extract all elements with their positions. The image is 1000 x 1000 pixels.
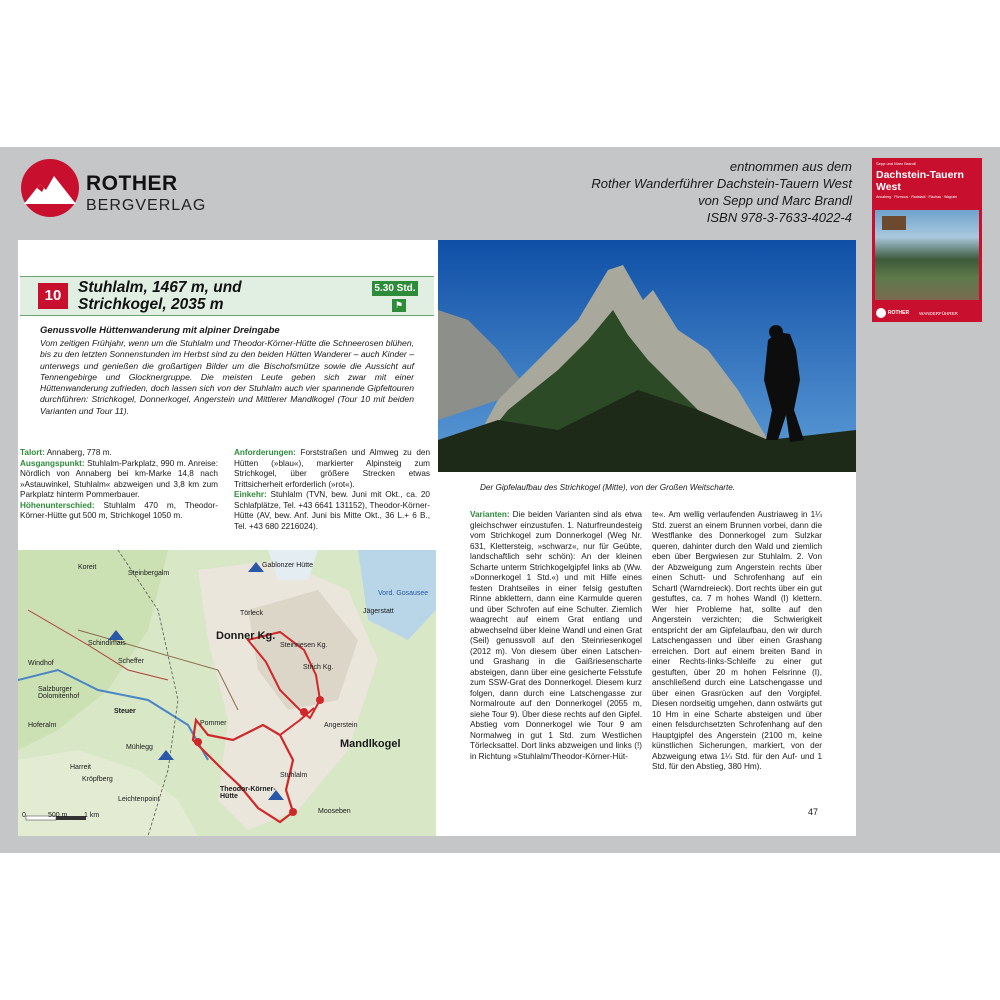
duration-badge: 5.30 Std.	[372, 281, 418, 296]
cover-footer	[872, 304, 982, 322]
route-map	[18, 550, 436, 836]
map-label: Windhof	[28, 660, 54, 667]
map-label: Leichtenpoint	[118, 796, 160, 803]
tour-title	[78, 279, 242, 313]
map-label: Scheffer	[118, 658, 144, 665]
anforderungen-label: Anforderungen:	[234, 448, 296, 457]
einkehr-text: Stuhlalm (TVN, bew. Juni mit Okt., ca. 20 Schlafplätze, Tel. +43 6641 131152), Theodor-Körner-Hütte (AV, bew. Anf. Juni bis Mitte Okt., 36 L.+ 6 B., Tel. +43 680 2216024).	[234, 490, 430, 531]
logo-line1: ROTHER	[86, 172, 178, 195]
cover-hut-image	[882, 216, 906, 230]
source-note	[591, 158, 852, 226]
mountain-photo	[438, 240, 856, 472]
tour-subtitle: Genussvolle Hüttenwanderung mit alpiner Dreingabe	[40, 325, 280, 336]
photo-caption: Der Gipfelaufbau des Strichkogel (Mitte), von der Großen Weitscharte.	[480, 483, 736, 492]
cover-subtitle: Annaberg · Filzmoos · Radstadt · Flachau · Wagrain	[876, 195, 957, 199]
anforderungen-text: Forststraßen und Almweg zu den Hütten (»blau«), markierter Alpinsteig zum Strichkogel, über größere Strecken etwas Trittsicherheit erforderlich (»rot«).	[234, 448, 430, 489]
ausgang-label: Ausgangspunkt:	[20, 458, 85, 468]
map-scale-0: 0	[22, 812, 26, 819]
map-label: Koreit	[78, 564, 97, 571]
hoehen-label: Höhenunterschied:	[20, 500, 95, 510]
map-scale-1km: 1 km	[84, 812, 100, 819]
text-column-2: te«. Am wellig verlaufenden Austriaweg in 1¼ Std. zuerst an einem Brunnen vorbei, dann die Westflanke des Donnerkogel zum Sulzkar queren, dahinter durch den Wald und ziemlich eben über Bergwiesen zur Stuhlalm. 2. Von der Abzweigung zum Angerstein rechts über einen Schutt- und Schrofenhang auf ein Schartl (Warndreieck). Dort rechts über ein gut gestuftes, ca. 7 m hohes Wandl (I) klettern. Wer hier Probleme hat, sollte auf den Angerstein verzichten; die Schwierigkeit entspricht der am Gipfelaufbau, den wir durch Latschengassen und über einen Grashang erreichen. Dort auf einem breiten Band in einer Rechts-links-Schleife zu einer gut gestuften, über 20 m hohen Felsrinne (I), anschließend durch eine Latschengasse und über einen Grasrücken auf den Vorgipfel. Diesen nordseitig umgehen, dann ostwärts gut 10 Hm in eine Scharte absteigen und über einen felsdurchsetzten Schrofenhang auf den Hauptgipfel des Angerstein (2100 m, keine künstlichen Sicherungen, markiert, von der Abzweigung etwa 1¼ Std. für den Auf- und 1 Std. für den Abstieg, 380 Hm).	[652, 510, 822, 771]
map-label: Donner Kg.	[216, 630, 276, 642]
tour-intro: Vom zeitigen Frühjahr, wenn um die Stuhlalm und Theodor-Körner-Hütte die Schneerosen blühen, bis zu den letzten Sonnenstunden im Herbst sind zu den beiden Hütten Wanderer – auch Kinder – unterwegs und genießen die großartigen Bilder um die Bischofsmütze sowie die Aussicht auf Tennengebirge und Glocknergruppe. Die meisten Leute geben sich zwar mit einer Hüttenwanderung zufrieden, doch lassen sich von der Stuhlalm auch vier spannende Gipfeltouren durchführen: Strichkogel, Donnerkogel, Angerstein und Mittlerer Mandlkogel (Tour 10 mit beiden Varianten und Tour 11).	[40, 338, 414, 416]
hoehen-text: Stuhlalm 470 m, Theodor-Körner-Hütte gut 500 m, Strichkogel 1050 m.	[20, 500, 218, 520]
talort-text: Annaberg, 778 m.	[44, 448, 112, 457]
map-label: Steinbergalm	[128, 570, 170, 577]
map-label: Steinriesen Kg.	[280, 642, 328, 649]
map-label: Theodor-Körner-Hütte	[220, 786, 276, 800]
source-line3: von Sepp und Marc Brandl	[698, 193, 852, 208]
map-label: Vord. Gosausee	[378, 590, 429, 597]
tour-title-line1: Stuhlalm, 1467 m, und	[78, 279, 242, 296]
ausgang-text: Stuhlalm-Parkplatz, 990 m. Anreise: Nördlich von Annaberg bei km-Marke 14,8 nach »Astauwinkel, Stuhlalm« abzweigen und 3,8 km zum Parkplatz hinterm Pommerbauer.	[20, 458, 218, 499]
book-cover	[872, 158, 982, 322]
cover-logo-icon	[876, 308, 886, 318]
einkehr-label: Einkehr:	[234, 490, 267, 499]
map-scale-500: 500 m	[48, 812, 68, 819]
logo-line2: BERGVERLAG	[86, 197, 207, 214]
varianten-text: Die beiden Varianten sind als etwa gleichschwer einzustufen. 1. Naturfreundesteig vom Strichkogel zum Donnerkogel (Weg Nr. 631, Klettersteig, »schwarz«, nur für Geübte, landschaftlich sehr schön): An der kleinen Scharte unterm Strichkogelgipfel links ab (Ww. »Donnerkogel 1 Std.«) und mit Hilfe eines festen Drahtseiles in einer felsig gestuften Rinne abklettern, dann eine Karmulde queren und über Schrofen auf eine Schulter. Ziemlich waagrecht auf einem Grat entlang und abwechselnd über kleine Wandl und einen Grat (Seil) genussvoll auf den Steinriesenkogel (2012 m). Von diesem über einen Latschen- und Grashang in die Gaißriesenscharte absteigen, dann über eine gesicherte Felsstufe zum SSW-Grat des Donnerkogel. Diesem kurz folgen, dann durch eine Latschengasse zur Normalroute auf den Donnerkogel (2055 m, siehe Tour 9). Über diese rechts auf den Gipfel. Abstieg vom Donnerkogel wie Tour 9 am Normalweg in gut 1 Std. zum Westlichen Törlecksattel. Dort links abzweigen und links (!) in Richtung »Stuhlalm/Theodor-Körner-Hüt-	[470, 510, 642, 761]
cover-footer-label: WANDERFÜHRER	[919, 310, 958, 316]
map-label: Kröpfberg	[82, 776, 113, 783]
map-label: Harreit	[70, 764, 92, 771]
hiker-icon: ⚑	[392, 299, 406, 312]
tour-header	[20, 276, 434, 316]
map-label: Steuer	[114, 708, 136, 715]
map-label: Jägerstatt	[363, 608, 394, 615]
varianten-label: Varianten:	[470, 510, 510, 519]
info-column-right	[234, 448, 430, 532]
info-column-left	[20, 448, 218, 522]
source-isbn: ISBN 978-3-7633-4022-4	[706, 210, 852, 225]
tour-title-line2: Strichkogel, 2035 m	[78, 296, 224, 313]
talort-label: Talort:	[20, 448, 45, 457]
map-label: Schindlmais	[88, 640, 126, 647]
map-label: Stuhlalm	[280, 772, 308, 779]
map-label: Gablonzer Hütte	[262, 562, 313, 569]
page-number: 47	[808, 807, 819, 817]
cover-footer-brand: ROTHER	[888, 310, 910, 316]
map-label: Mühlegg	[126, 744, 153, 751]
right-page	[436, 240, 856, 836]
map-label: Mooseben	[318, 808, 351, 815]
left-page	[18, 240, 436, 836]
cover-title: Dachstein-Tauern West	[876, 169, 964, 193]
publisher-logo	[86, 172, 206, 215]
map-label: Törleck	[240, 610, 263, 617]
map-label: Strich Kg.	[303, 664, 334, 671]
text-column-1	[470, 510, 642, 762]
map-label: Mandlkogel	[340, 738, 401, 750]
cover-authors: Sepp und Marc Brandl	[876, 161, 916, 166]
source-line2: Rother Wanderführer Dachstein-Tauern West	[591, 176, 852, 191]
map-label: Salzburger Dolomitenhof	[38, 686, 80, 700]
tour-number: 10	[38, 283, 68, 309]
map-label: Hoferalm	[28, 722, 57, 729]
map-label: Angerstein	[324, 722, 358, 729]
map-label: Pommer	[200, 720, 227, 727]
source-line1: entnommen aus dem	[729, 159, 852, 174]
rother-mountain-logo-icon	[20, 158, 80, 220]
